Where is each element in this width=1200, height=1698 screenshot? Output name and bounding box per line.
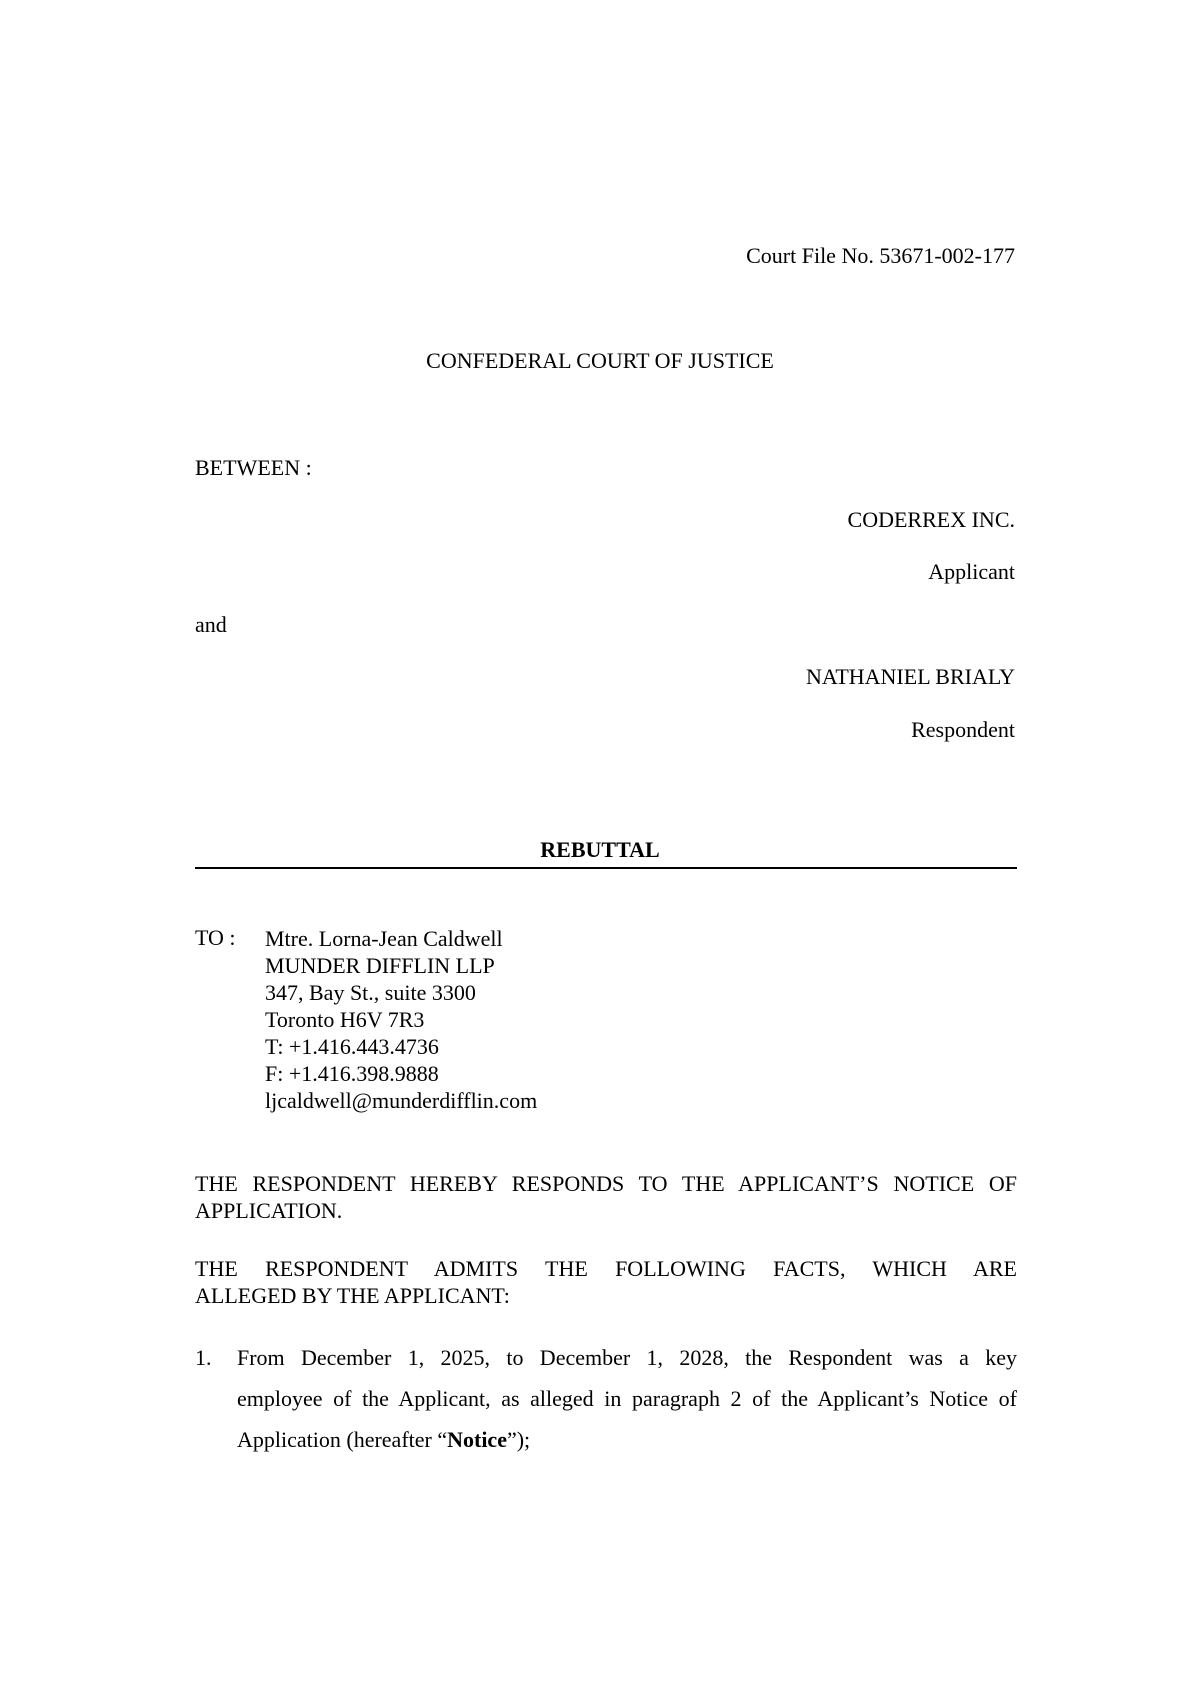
list-item <box>237 1337 1017 1460</box>
recipient-address-block <box>265 925 537 1114</box>
recipient-street: 347, Bay St., suite 3300 <box>265 980 476 1005</box>
applicant-role: Applicant <box>928 559 1015 584</box>
recipient-phone: T: +1.416.443.4736 <box>265 1034 439 1059</box>
respondent-role: Respondent <box>911 717 1015 742</box>
list-item-text: Application (hereafter “ <box>237 1427 448 1452</box>
defined-term: Notice <box>447 1427 507 1452</box>
response-statement-line: APPLICATION. <box>195 1198 343 1223</box>
court-file-number: Court File No. 53671-002-177 <box>746 243 1015 268</box>
response-statement-line: THE RESPONDENT HEREBY RESPONDS TO THE APPLICANT’S NOTICE OF <box>195 1171 1017 1196</box>
list-item-line: employee of the Applicant, as alleged in paragraph 2 of the Applicant’s Notice of <box>237 1386 1017 1411</box>
between-label: BETWEEN : <box>195 455 312 480</box>
recipient-city: Toronto H6V 7R3 <box>265 1007 425 1032</box>
admits-statement <box>195 1255 1017 1309</box>
to-label: TO : <box>195 925 236 950</box>
recipient-fax: F: +1.416.398.9888 <box>265 1061 439 1086</box>
list-item-line <box>237 1419 1017 1460</box>
and-label: and <box>195 612 227 637</box>
court-name: CONFEDERAL COURT OF JUSTICE <box>426 348 774 373</box>
document-title: REBUTTAL <box>540 837 660 862</box>
list-item-number: 1. <box>195 1345 212 1370</box>
recipient-email: ljcaldwell@munderdifflin.com <box>265 1088 538 1113</box>
respondent-name: NATHANIEL BRIALY <box>805 664 1015 689</box>
admits-statement-line: THE RESPONDENT ADMITS THE FOLLOWING FACTS, WHICH ARE <box>195 1256 1017 1281</box>
admits-statement-line: ALLEGED BY THE APPLICANT: <box>195 1283 510 1308</box>
title-underline <box>195 867 1017 869</box>
response-statement <box>195 1170 1017 1224</box>
list-item-line: From December 1, 2025, to December 1, 2028, the Respondent was a key <box>237 1345 1017 1370</box>
applicant-name: CODERREX INC. <box>847 507 1015 532</box>
list-item-text: ”); <box>506 1427 531 1452</box>
recipient-firm: MUNDER DIFFLIN LLP <box>265 953 495 978</box>
recipient-name: Mtre. Lorna-Jean Caldwell <box>265 926 503 951</box>
